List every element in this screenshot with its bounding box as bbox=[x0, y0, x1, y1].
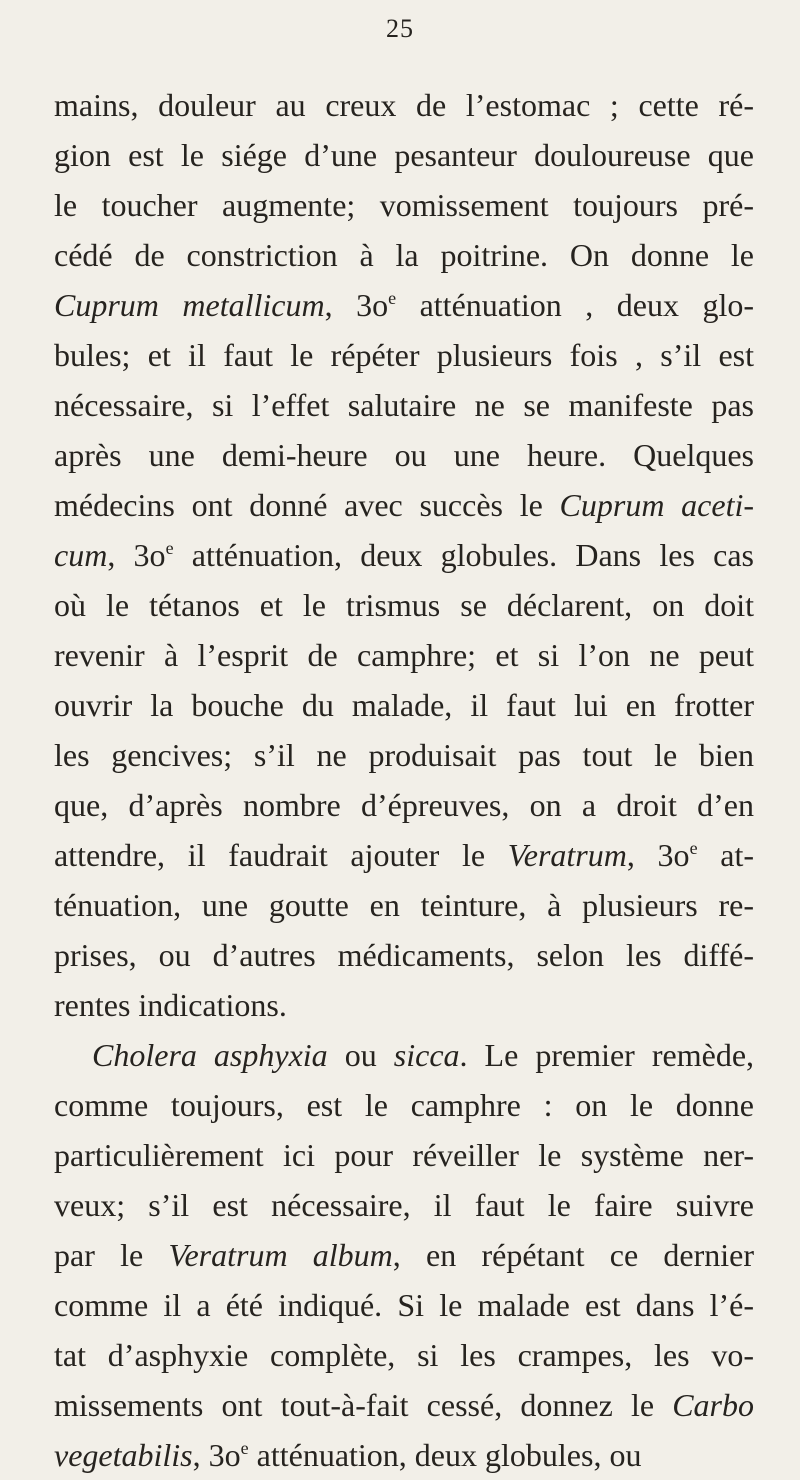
text-run: , 3o bbox=[324, 287, 389, 323]
text-run: , 3o bbox=[626, 837, 690, 873]
text-run: médecins ont donné avec succès le bbox=[54, 487, 560, 523]
text-run: atténuation, deux globules. Dans les cas bbox=[173, 537, 755, 573]
text-run: missements ont tout-à-fait cessé, donnez le bbox=[54, 1387, 673, 1423]
text-run: comme toujours, est le camphre : on le donne bbox=[54, 1087, 754, 1123]
text-line bbox=[54, 480, 754, 530]
text-line bbox=[54, 630, 754, 680]
text-run: le toucher augmente; vomissement toujours pré- bbox=[54, 187, 754, 223]
text-line bbox=[54, 1030, 754, 1080]
text-run: , 3o bbox=[192, 1437, 241, 1473]
text-run: nécessaire, si l’effet salutaire ne se manifeste pas bbox=[54, 387, 754, 423]
superscript: e bbox=[240, 1438, 249, 1458]
text-line bbox=[54, 730, 754, 780]
text-line bbox=[54, 180, 754, 230]
text-run: ténuation, une goutte en teinture, à plusieurs re- bbox=[54, 887, 754, 923]
text-run: comme il a été indiqué. Si le malade est dans l’é- bbox=[54, 1287, 754, 1323]
text-run: rentes indications. bbox=[54, 987, 287, 1023]
text-line bbox=[54, 880, 754, 930]
italic-term: Cholera asphyxia bbox=[92, 1037, 328, 1073]
text-line bbox=[54, 580, 754, 630]
text-line bbox=[54, 380, 754, 430]
text-run: . Le premier remède, bbox=[459, 1037, 755, 1073]
text-line bbox=[54, 130, 754, 180]
text-line bbox=[54, 430, 754, 480]
text-line bbox=[54, 980, 754, 1030]
text-run: ou bbox=[327, 1037, 394, 1073]
text-line bbox=[54, 780, 754, 830]
text-run: tat d’asphyxie complète, si les crampes, les vo- bbox=[54, 1337, 754, 1373]
text-run: veux; s’il est nécessaire, il faut le faire suivre bbox=[54, 1187, 754, 1223]
text-line bbox=[54, 80, 754, 130]
text-line bbox=[54, 280, 754, 330]
italic-term: Veratrum album bbox=[168, 1237, 393, 1273]
text-run: revenir à l’esprit de camphre; et si l’on ne peut bbox=[54, 637, 754, 673]
italic-term: sicca bbox=[393, 1037, 460, 1073]
superscript: e bbox=[165, 538, 174, 558]
text-run: , en répétant ce dernier bbox=[392, 1237, 755, 1273]
italic-term: Cuprum aceti- bbox=[559, 487, 755, 523]
text-run: prises, ou d’autres médicaments, selon les diffé- bbox=[54, 937, 754, 973]
text-line bbox=[54, 330, 754, 380]
text-run: cédé de constriction à la poitrine. On donne le bbox=[54, 237, 754, 273]
italic-term: Veratrum bbox=[507, 837, 627, 873]
body-text bbox=[54, 80, 754, 1480]
text-line bbox=[54, 1130, 754, 1180]
text-run: , 3o bbox=[107, 537, 166, 573]
text-run: ouvrir la bouche du malade, il faut lui en frotter bbox=[54, 687, 754, 723]
page-number: 25 bbox=[386, 14, 414, 43]
text-line bbox=[54, 680, 754, 730]
text-line bbox=[54, 1430, 754, 1480]
text-run: attendre, il faudrait ajouter le bbox=[54, 837, 508, 873]
italic-term: Cuprum metallicum bbox=[54, 287, 325, 323]
text-run: les gencives; s’il ne produisait pas tout le bien bbox=[54, 737, 754, 773]
italic-term: cum bbox=[54, 537, 108, 573]
text-run: mains, douleur au creux de l’estomac ; cette ré- bbox=[54, 87, 754, 123]
text-line bbox=[54, 1230, 754, 1280]
text-run: que, d’après nombre d’épreuves, on a droit d’en bbox=[54, 787, 754, 823]
text-run: gion est le siége d’une pesanteur douloureuse que bbox=[54, 137, 754, 173]
text-line bbox=[54, 530, 754, 580]
text-line bbox=[54, 1180, 754, 1230]
superscript: e bbox=[388, 288, 397, 308]
text-line bbox=[54, 230, 754, 280]
text-line bbox=[54, 1080, 754, 1130]
text-run: bules; et il faut le répéter plusieurs fois , s’il est bbox=[54, 337, 754, 373]
text-line bbox=[54, 1330, 754, 1380]
text-run: atténuation , deux glo- bbox=[396, 287, 755, 323]
text-line bbox=[54, 1380, 754, 1430]
text-line bbox=[54, 1280, 754, 1330]
text-run: après une demi-heure ou une heure. Quelques bbox=[54, 437, 754, 473]
text-run: particulièrement ici pour réveiller le système ner- bbox=[54, 1137, 754, 1173]
text-run: où le tétanos et le trismus se déclarent, on doit bbox=[54, 587, 754, 623]
text-run: at- bbox=[697, 837, 755, 873]
text-run: atténuation, deux globules, ou bbox=[248, 1437, 642, 1473]
italic-term: vegetabilis bbox=[54, 1437, 193, 1473]
superscript: e bbox=[689, 838, 698, 858]
text-line bbox=[54, 830, 754, 880]
italic-term: Carbo bbox=[672, 1387, 754, 1423]
text-run: par le bbox=[54, 1237, 169, 1273]
text-line bbox=[54, 930, 754, 980]
